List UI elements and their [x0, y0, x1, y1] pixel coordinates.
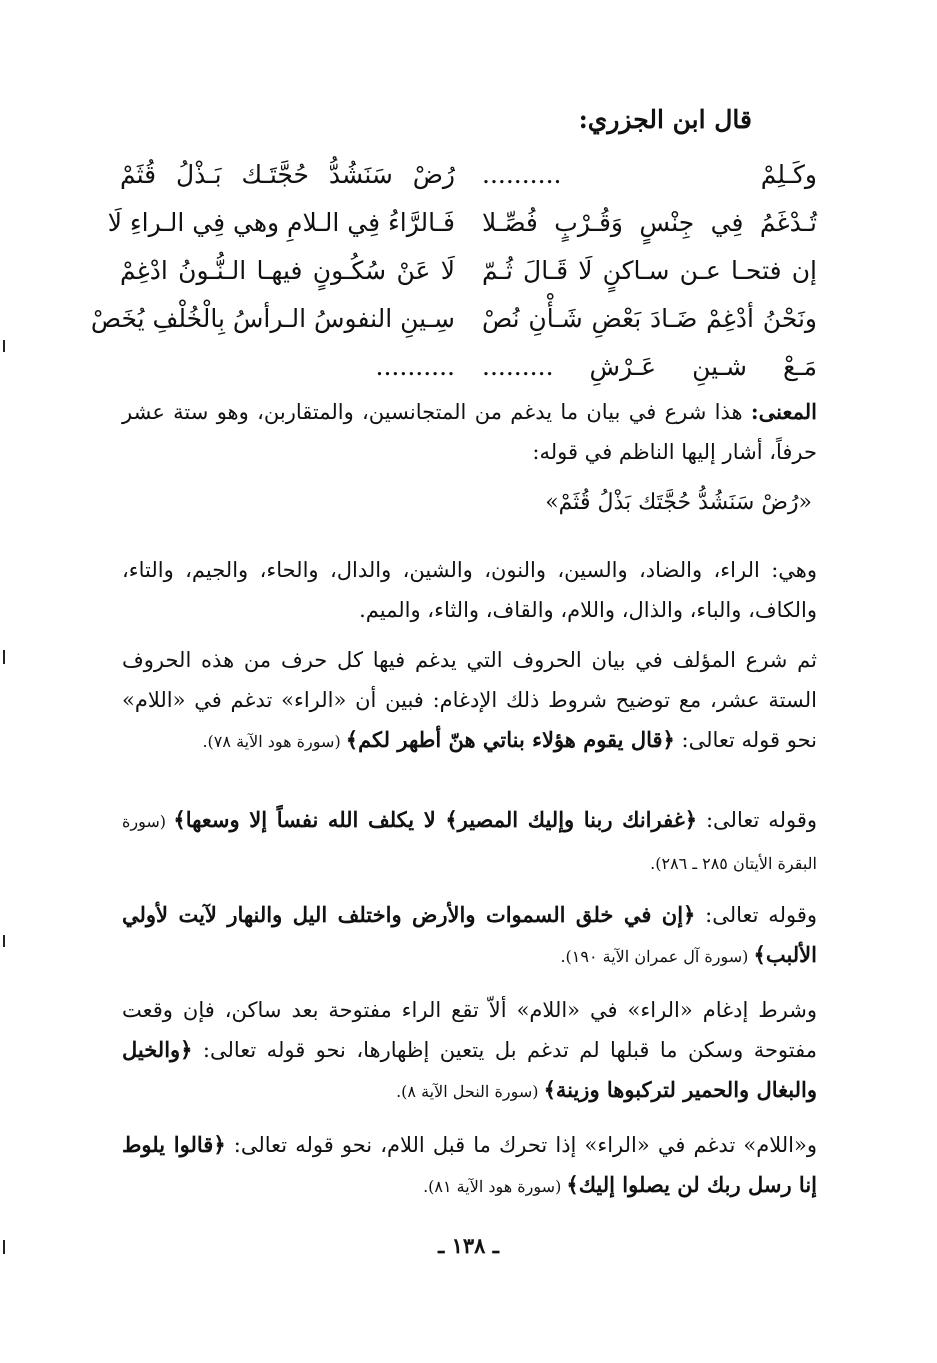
- quoted-verse: «رُضْ سَنَشُدُّ حُجَّتَك بَذْلُ قُثَمْ»: [545, 490, 812, 515]
- verse-first-hemistich: إن فتحـا عـن سـاكنٍ لَا قَـالَ ثُـمّ: [482, 256, 817, 285]
- verse-second-hemistich: لَا عَنْ سُكُـونٍ فيهـا الـنُّـونُ ادْغِمْ: [120, 256, 455, 285]
- quran-quote: ﴿قالوا يلوط إنا رسل ربك لن يصلوا إليك﴾: [122, 1132, 817, 1197]
- verse-second-hemistich: ..........: [375, 352, 455, 381]
- condition-paragraph: [122, 990, 817, 1112]
- scan-edge-mark: [3, 935, 5, 947]
- meaning-paragraph: [122, 392, 817, 472]
- surah-reference: (سورة آل عمران الآية ١٩٠).: [560, 947, 754, 966]
- poem-block: [90, 160, 817, 400]
- meaning-label: المعنى:: [750, 399, 817, 424]
- verse-second-hemistich: سِـينِ النفوسُ الـرأسُ بِالْخُلْفِ يُخَصْ: [90, 304, 455, 333]
- page-number: ـ ١٣٨ ـ: [438, 1233, 499, 1258]
- quran-quote: ﴿غفرانك ربنا وإليك المصير﴾ لا يكلف الله نفساً إلا وسعها﴾: [173, 807, 697, 832]
- scan-edge-mark: [3, 340, 5, 352]
- surah-reference: (سورة هود الآية ٧٨).: [202, 732, 346, 751]
- poem-verse: [120, 160, 817, 208]
- scan-edge-mark: [3, 1240, 5, 1254]
- lam-paragraph: [122, 1125, 817, 1207]
- surah-reference: (سورة هود الآية ٨١).: [423, 1177, 567, 1196]
- quran-quote: ﴿إن في خلق السموات والأرض واختلف اليل والنهار لآيت لأولي الألبب﴾: [122, 902, 817, 967]
- paragraph-text: وشرط إدغام «الراء» في «اللام» ألاّ تقع الراء مفتوحة بعد ساكن، فإن وقعت مفتوحة وسكن ما قبلها لم تدغم بل يتعين إظهارها، نحو قوله تعالى:: [122, 998, 817, 1062]
- explanation-paragraph: [122, 640, 817, 762]
- surah-reference: (سورة البقرة الأيتان ٢٨٥ ـ ٢٨٦).: [122, 812, 817, 873]
- paragraph-text: وقوله تعالى:: [697, 808, 817, 832]
- paragraph-text: وقوله تعالى:: [695, 903, 817, 927]
- letters-paragraph: وهي: الراء، والضاد، والسين، والنون، والشين، والدال، والحاء، والجيم، والتاء، والكاف، والباء، والذال، واللام، والقاف، والثاء، والميم.: [122, 558, 817, 622]
- verse-first-hemistich: وكَـلِمْ ..........: [482, 160, 817, 189]
- poem-verse: [120, 256, 817, 304]
- poem-verse: [90, 304, 817, 352]
- verse-second-hemistich: فَـالرَّاءُ فِي الـلامِ وهي فِي الـراءِ لَا: [107, 208, 455, 237]
- paragraph-text: و«اللام» تدغم في «الراء» إذا تحرك ما قبل اللام، نحو قوله تعالى:: [225, 1133, 818, 1157]
- quran-quote: ﴿والخيل والبغال والحمير لتركبوها وزينة﴾: [122, 1037, 817, 1102]
- verse-first-hemistich: مَـعْ شـينِ عَـرْشِ .........: [482, 352, 817, 381]
- paragraph-text: ثم شرع المؤلف في بيان الحروف التي يدغم فيها كل حرف من هذه الحروف الستة عشر، مع توضيح شروط ذلك الإدغام: فبين أن «الراء» تدغم في «اللام» نحو قوله تعالى:: [122, 648, 817, 752]
- surah-reference: (سورة النحل الآية ٨).: [396, 1082, 544, 1101]
- verse-second-hemistich: رُضْ سَنَشُدُّ حُجَّتَـك بَـذْلُ قُثَمْ: [120, 160, 455, 189]
- section-heading: قال ابن الجزري:: [578, 105, 752, 134]
- verse-first-hemistich: ونَحْنُ أدْغِمْ ضَـادَ بَعْضِ شَـأْنِ نُصْ: [482, 304, 817, 333]
- verse-first-hemistich: تُـدْغَمُ فِي جِنْسٍ وَقُـرْبٍ فُصِّـلا: [482, 208, 817, 237]
- poem-verse: [107, 208, 817, 256]
- quran-quote: ﴿قال يقوم هؤلاء بناتي هنّ أطهر لكم﴾: [345, 727, 675, 752]
- scan-edge-mark: [3, 650, 5, 664]
- example-paragraph: [122, 895, 817, 977]
- meaning-text: هذا شرع في بيان ما يدغم من المتجانسين، والمتقاربن، وهو ستة عشر حرفاً، أشار إليها الناظم في قوله:: [122, 400, 817, 464]
- example-paragraph: [122, 800, 817, 884]
